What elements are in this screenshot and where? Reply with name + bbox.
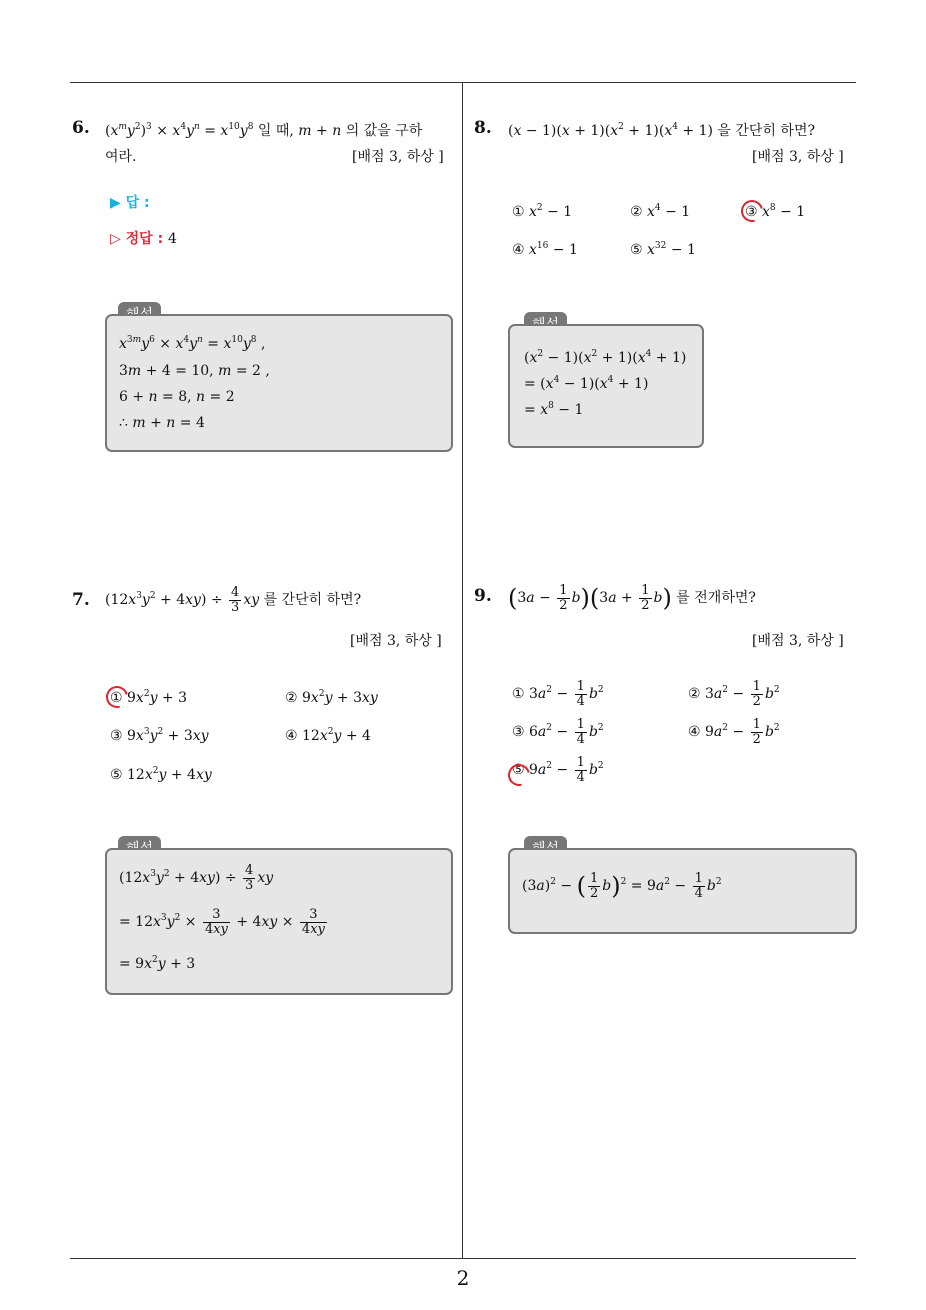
- question-text: $(x - 1)(x + 1)(x^2 + 1)(x^4 + 1)$ 을 간단히 하면?: [508, 122, 815, 139]
- page-number: 2: [456, 1266, 470, 1290]
- option-2[interactable]: ② $3a^2$ − $\frac{1}{2}$ $b^2$: [688, 679, 780, 709]
- explanation-line: = $9x^2y + 3$: [119, 955, 196, 972]
- answer-label: ▶ 답 :: [110, 195, 150, 211]
- explanation-box: [105, 314, 453, 452]
- question-number: 8.: [474, 118, 492, 138]
- selected-answer-circle: [102, 682, 132, 712]
- option-3[interactable]: ③ $9x^3y^2 + 3xy$: [110, 727, 209, 744]
- column-divider: [462, 83, 463, 1258]
- explanation-line: = $(x^4 - 1)(x^4 + 1)$: [524, 375, 649, 392]
- question-text: (3a − $\frac{1}{2}$ b)(3a + $\frac{1}{2}$ b) 를 전개하면?: [508, 583, 756, 613]
- option-2[interactable]: ② $x^4 - 1$: [630, 203, 691, 220]
- explanation-line: = $12x^3y^2$ × $\frac{3}{4xy}$ + 4xy × $\frac{3}{4xy}$: [119, 907, 325, 937]
- explanation-line: 6 + n = 8, n = 2: [119, 389, 235, 405]
- score-label: [배점 3, 하상 ]: [350, 633, 442, 649]
- option-1[interactable]: ① $9x^2y + 3$: [110, 689, 188, 706]
- option-mark: ②: [285, 690, 298, 706]
- correct-answer-value: 4: [168, 231, 177, 247]
- option-2[interactable]: ② $9x^2y + 3xy$: [285, 689, 378, 706]
- correct-answer-prefix: ▷ 정답 :: [110, 231, 164, 247]
- explanation-box: [508, 848, 857, 934]
- question-text-part: 를 간단히 하면?: [259, 592, 362, 609]
- option-mark: ④: [512, 242, 525, 258]
- option-mark: ②: [688, 686, 701, 703]
- option-3[interactable]: ③ $x^8 - 1$: [745, 203, 806, 220]
- option-mark: ③: [110, 728, 123, 744]
- explanation-line: $(3a)^2$ − ( $\frac{1}{2}$ $b)^2 = 9a^2$ − $\frac{1}{4}$ $b^2$: [522, 871, 722, 901]
- question-number: 9.: [474, 586, 492, 606]
- question-text-line2: 여라.: [105, 149, 137, 165]
- option-mark: ④: [688, 724, 701, 741]
- question-text-part: 일 때,: [253, 123, 299, 139]
- score-label: [배점 3, 하상 ]: [752, 633, 844, 649]
- option-5[interactable]: ⑤ $9a^2$ − $\frac{1}{4}$ $b^2$: [512, 755, 604, 785]
- option-mark: ①: [110, 690, 123, 706]
- explanation-line: = $x^8 - 1$: [524, 401, 584, 418]
- option-5[interactable]: ⑤ $x^{32} - 1$: [630, 241, 696, 258]
- explanation-line: ∴ m + n = 4: [119, 415, 205, 431]
- option-1[interactable]: ① $3a^2$ − $\frac{1}{4}$ $b^2$: [512, 679, 604, 709]
- score-label: [배점 3, 하상 ]: [752, 149, 844, 165]
- explanation-box: [105, 848, 453, 995]
- question-number: 7.: [72, 590, 90, 610]
- option-4[interactable]: ④ $12x^2y + 4$: [285, 727, 371, 744]
- option-1[interactable]: ① $x^2 - 1$: [512, 203, 573, 220]
- option-4[interactable]: ④ $9a^2$ − $\frac{1}{2}$ $b^2$: [688, 717, 780, 747]
- question-number: 6.: [72, 118, 90, 138]
- option-mark: ⑤: [630, 242, 643, 258]
- selected-answer-circle: [737, 196, 767, 226]
- option-4[interactable]: ④ $x^{16} - 1$: [512, 241, 578, 258]
- question-text: $(x^my^2)^3 \times x^4y^n = x^{10}y^8$ 일 때, m + n 의 값을 구하: [105, 122, 423, 139]
- score-label: [배점 3, 하상 ]: [352, 149, 444, 165]
- explanation-line: $x^{3m}y^6 \times x^4y^n = x^{10}y^8$ ,: [119, 335, 266, 352]
- option-mark: ③: [512, 724, 525, 741]
- option-mark: ①: [512, 686, 525, 703]
- option-mark: ④: [285, 728, 298, 744]
- explanation-box: [508, 324, 704, 448]
- option-mark: ⑤: [110, 767, 123, 783]
- question-text-part: 을 간단히 하면?: [712, 123, 815, 139]
- explanation-line: $(x^2 - 1)(x^2 + 1)(x^4 + 1)$: [524, 349, 687, 366]
- option-5[interactable]: ⑤ $12x^2y + 4xy$: [110, 766, 212, 783]
- bottom-rule: [70, 1258, 856, 1259]
- question-text: $(12x^3y^2 + 4xy)$ ÷ $\frac{4}{3}$ xy 를 간단히 하면?: [105, 585, 362, 615]
- question-text-part: 의 값을 구하: [341, 123, 423, 139]
- option-3[interactable]: ③ $6a^2$ − $\frac{1}{4}$ $b^2$: [512, 717, 604, 747]
- option-mark: ③: [745, 204, 758, 220]
- correct-answer-label: [110, 228, 177, 248]
- explanation-line: 3m + 4 = 10, m = 2 ,: [119, 363, 270, 379]
- explanation-line: $(12x^3y^2 + 4xy)$ ÷ $\frac{4}{3}$ xy: [119, 863, 274, 893]
- top-rule: [70, 82, 856, 83]
- option-mark: ②: [630, 204, 643, 220]
- option-mark: ①: [512, 204, 525, 220]
- question-text-part: 를 전개하면?: [671, 590, 756, 607]
- option-mark: ⑤: [512, 762, 525, 779]
